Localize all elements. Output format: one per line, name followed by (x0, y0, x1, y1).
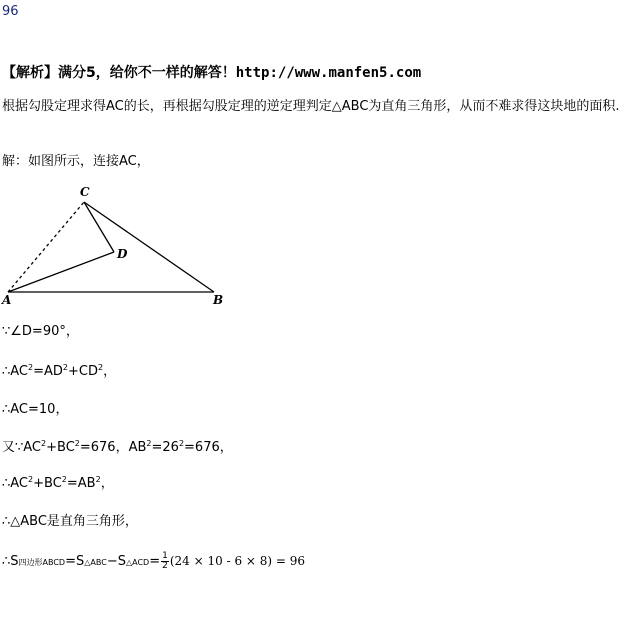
diagonal-ac (8, 202, 84, 292)
side-cd (84, 202, 114, 252)
quadrilateral-figure (0, 180, 260, 310)
vertex-label-c: C (80, 185, 90, 199)
vertex-label-b: B (213, 293, 224, 307)
side-ad (8, 252, 114, 292)
step-area: ∴S四边形ABCD=S△ABC−S△ACD= $\frac{1}{2}$ (24 × 10 - 6 × 8) = 96 (2, 551, 306, 571)
step-ac-value: ∴AC=10， (2, 402, 69, 417)
analysis-paragraph: 根据勾股定理求得AC的长，再根据勾股定理的逆定理判定△ABC为直角三角形，从而不难求得这块地的面积. (2, 99, 620, 114)
vertex-label-d: D (117, 247, 128, 261)
score-slogan: 满分5，给你不一样的解答！ (58, 65, 236, 81)
step-angle-d: ∵∠D=90°， (2, 324, 79, 339)
solution-intro: 解：如图所示，连接AC， (2, 154, 150, 169)
solution-header (2, 62, 421, 82)
step-pythagoras: $\therefore AC^2=AD^2+CD^2$， (2, 363, 117, 379)
side-cb (84, 202, 214, 292)
source-url: http://www.manfen5.com (235, 65, 422, 81)
fraction-half: $\frac{1}{2}$ (162, 551, 168, 571)
analysis-label: 【解析】 (2, 65, 58, 81)
step-sum-squares: 又$\because AC^2+BC^2=676$，$AB^2=26^2=676$， (2, 439, 233, 455)
vertex-label-a: A (2, 293, 12, 307)
step-converse: $\therefore AC^2+BC^2=AB^2$， (2, 475, 114, 491)
step-right-triangle: ∴△ABC是直角三角形， (2, 514, 138, 529)
answer-value: 96 (2, 4, 19, 19)
